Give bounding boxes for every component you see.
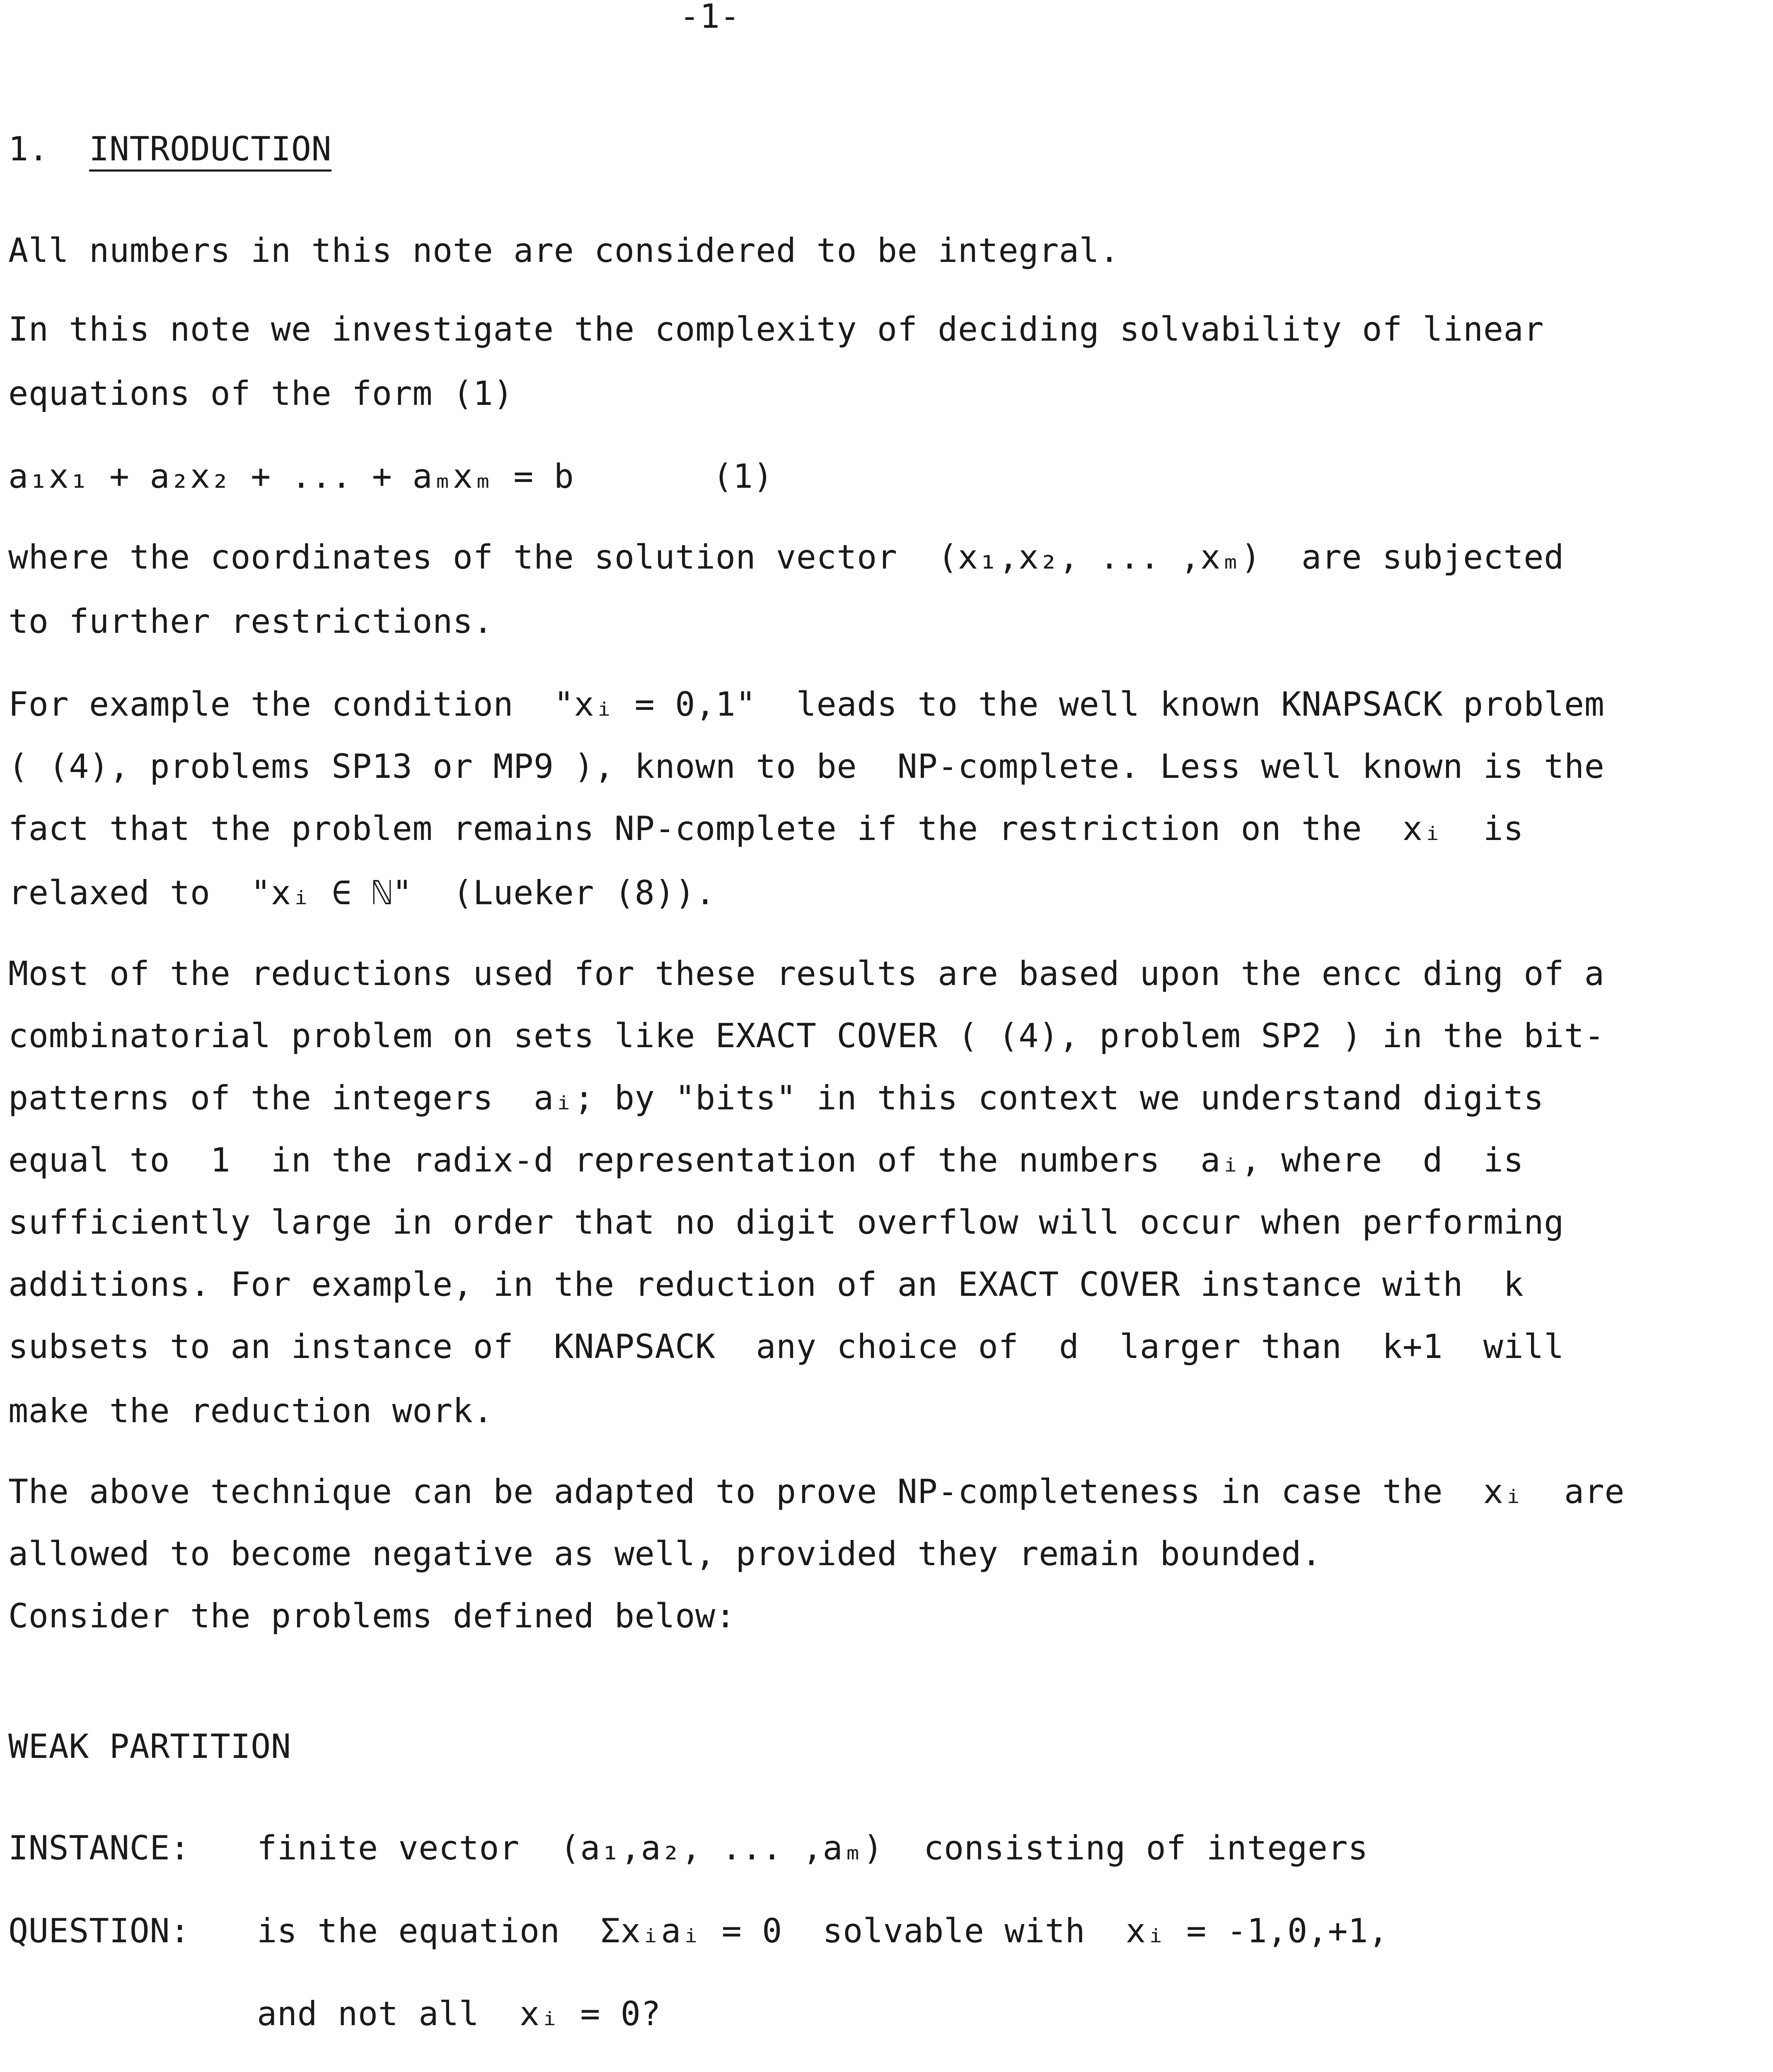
paragraph-line: make the reduction work. — [8, 1392, 493, 1430]
equation-1-body: a₁x₁ + a₂x₂ + ... + aₘxₘ = b — [8, 457, 574, 496]
paragraph-line: The above technique can be adapted to prove NP-completeness in case the xᵢ are — [8, 1472, 1625, 1511]
paragraph-line: All numbers in this note are considered to be integral. — [8, 231, 1120, 270]
paragraph-line: patterns of the integers aᵢ; by "bits" in this context we understand digits — [8, 1079, 1544, 1117]
equation-1 — [8, 456, 774, 497]
section-number: 1. — [8, 130, 49, 168]
page-number: -1- — [680, 0, 740, 36]
paragraph-line: allowed to become negative as well, provided they remain bounded. — [8, 1535, 1322, 1573]
paragraph-line: to further restrictions. — [8, 602, 493, 641]
section-title: INTRODUCTION — [89, 130, 332, 168]
paragraph-line: relaxed to "xᵢ ∈ ℕ" (Lueker (8)). — [8, 874, 716, 912]
problem-question-text: and not all xᵢ = 0? — [257, 1995, 661, 2033]
paragraph-line: additions. For example, in the reduction of an EXACT COVER instance with k — [8, 1265, 1524, 1304]
problem-question-text: is the equation Σxᵢaᵢ = 0 solvable with xᵢ = -1,0,+1, — [257, 1912, 1388, 1950]
paragraph-line: equations of the form (1) — [8, 374, 514, 413]
problem-question-label: QUESTION: — [8, 1912, 190, 1950]
problem-instance-label: INSTANCE: — [8, 1829, 190, 1867]
paragraph-line: For example the condition "xᵢ = 0,1" leads to the well known KNAPSACK problem — [8, 685, 1605, 724]
problem-title-weak-partition: WEAK PARTITION — [8, 1727, 291, 1766]
paragraph-line: where the coordinates of the solution vector (x₁,x₂, ... ,xₘ) are subjected — [8, 538, 1564, 576]
equation-1-label: (1) — [713, 457, 774, 496]
paragraph-line: equal to 1 in the radix-d representation of the numbers aᵢ, where d is — [8, 1141, 1524, 1179]
problem-instance-text: finite vector (a₁,a₂, ... ,aₘ) consisting of integers — [257, 1829, 1369, 1867]
paragraph-line: In this note we investigate the complexity of deciding solvability of linear — [8, 310, 1544, 349]
paragraph-line: fact that the problem remains NP-complete if the restriction on the xᵢ is — [8, 809, 1524, 848]
paragraph-line: sufficiently large in order that no digit overflow will occur when performing — [8, 1203, 1564, 1242]
section-heading — [8, 128, 331, 170]
paragraph-line: subsets to an instance of KNAPSACK any choice of d larger than k+1 will — [8, 1327, 1564, 1366]
paragraph-line: Consider the problems defined below: — [8, 1597, 736, 1635]
paragraph-line: Most of the reductions used for these results are based upon the encc ding of a — [8, 954, 1605, 993]
paragraph-line: combinatorial problem on sets like EXACT COVER ( (4), problem SP2 ) in the bit- — [8, 1017, 1605, 1055]
paragraph-line: ( (4), problems SP13 or MP9 ), known to be NP-complete. Less well known is the — [8, 747, 1605, 786]
